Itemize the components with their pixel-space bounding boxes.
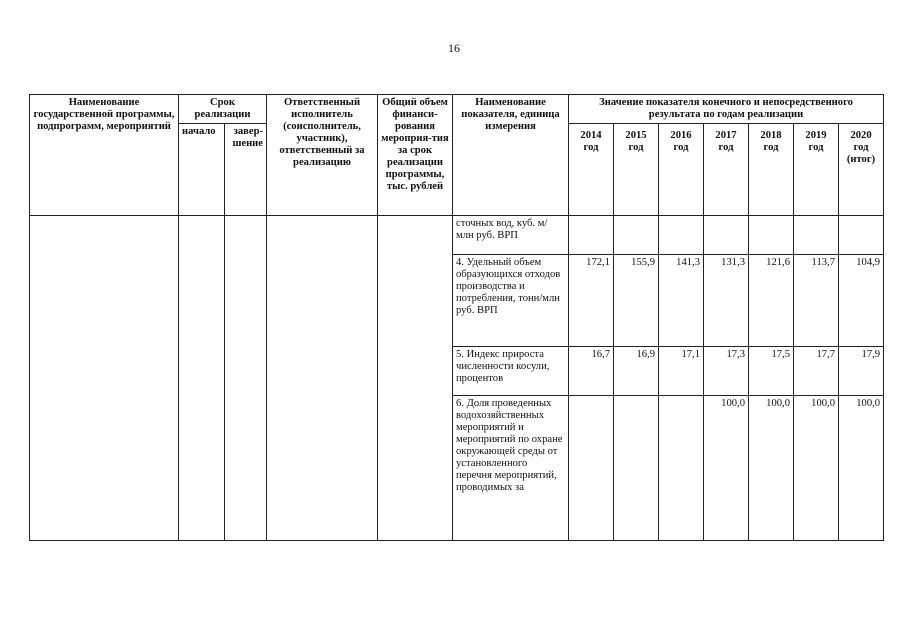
- header-row-1: [30, 95, 884, 124]
- value-cell: [749, 216, 794, 255]
- header-year-2015: 2015 год: [614, 124, 659, 216]
- header-year-2014: 2014 год: [569, 124, 614, 216]
- header-year-2018: 2018 год: [749, 124, 794, 216]
- header-period-end: завер-шение: [225, 124, 267, 216]
- value-cell: 16,9: [614, 347, 659, 396]
- header-program-name: Наименование государственной программы, подпрограмм, мероприятий: [30, 95, 179, 216]
- header-responsible: Ответственный исполнитель (соисполнитель, участник), ответственный за реализацию: [267, 95, 378, 216]
- indicator-name-cell: 5. Индекс прироста численности косули, процентов: [453, 347, 569, 396]
- indicator-name-cell: 6. Доля проведенных водохозяйственных мероприятий и мероприятий по охране окружающей среды от установленного перечня мероприятий, проводимых за: [453, 396, 569, 541]
- value-cell: 100,0: [839, 396, 884, 541]
- value-cell: 155,9: [614, 255, 659, 347]
- value-cell: [704, 216, 749, 255]
- value-cell: 17,7: [794, 347, 839, 396]
- value-cell: [659, 396, 704, 541]
- indicator-name-cell: 4. Удельный объем образующихся отходов производства и потребления, тонн/млн руб. ВРП: [453, 255, 569, 347]
- value-cell: [794, 216, 839, 255]
- header-financing: Общий объем финанси-рования мероприя-тия за срок реализации программы, тыс. рублей: [378, 95, 453, 216]
- value-cell: [569, 216, 614, 255]
- value-cell: 141,3: [659, 255, 704, 347]
- period-end-cell: [225, 216, 267, 541]
- value-cell: 172,1: [569, 255, 614, 347]
- header-year-2019: 2019 год: [794, 124, 839, 216]
- value-cell: 131,3: [704, 255, 749, 347]
- indicators-table: [29, 94, 884, 541]
- header-year-2017: 2017 год: [704, 124, 749, 216]
- value-cell: [614, 396, 659, 541]
- value-cell: 17,9: [839, 347, 884, 396]
- value-cell: [839, 216, 884, 255]
- value-cell: [614, 216, 659, 255]
- value-cell: [569, 396, 614, 541]
- value-cell: 121,6: [749, 255, 794, 347]
- value-cell: [659, 216, 704, 255]
- value-cell: 17,5: [749, 347, 794, 396]
- header-year-2016: 2016 год: [659, 124, 704, 216]
- value-cell: 17,1: [659, 347, 704, 396]
- value-cell: 100,0: [704, 396, 749, 541]
- period-start-cell: [179, 216, 225, 541]
- value-cell: 100,0: [749, 396, 794, 541]
- value-cell: 113,7: [794, 255, 839, 347]
- value-cell: 100,0: [794, 396, 839, 541]
- value-cell: 16,7: [569, 347, 614, 396]
- indicator-name-cell: сточных вод, куб. м/млн руб. ВРП: [453, 216, 569, 255]
- page-number: 16: [448, 41, 460, 55]
- value-cell: 104,9: [839, 255, 884, 347]
- table-row: [30, 216, 884, 255]
- program-name-cell: [30, 216, 179, 541]
- responsible-cell: [267, 216, 378, 541]
- header-year-2020: 2020 год (итог): [839, 124, 884, 216]
- financing-cell: [378, 216, 453, 541]
- value-cell: 17,3: [704, 347, 749, 396]
- header-period-start: начало: [179, 124, 225, 216]
- header-values-title: Значение показателя конечного и непосредственного результата по годам реализации: [569, 95, 884, 124]
- header-indicator: Наименование показателя, единица измерения: [453, 95, 569, 216]
- header-period: Срок реализации: [179, 95, 267, 124]
